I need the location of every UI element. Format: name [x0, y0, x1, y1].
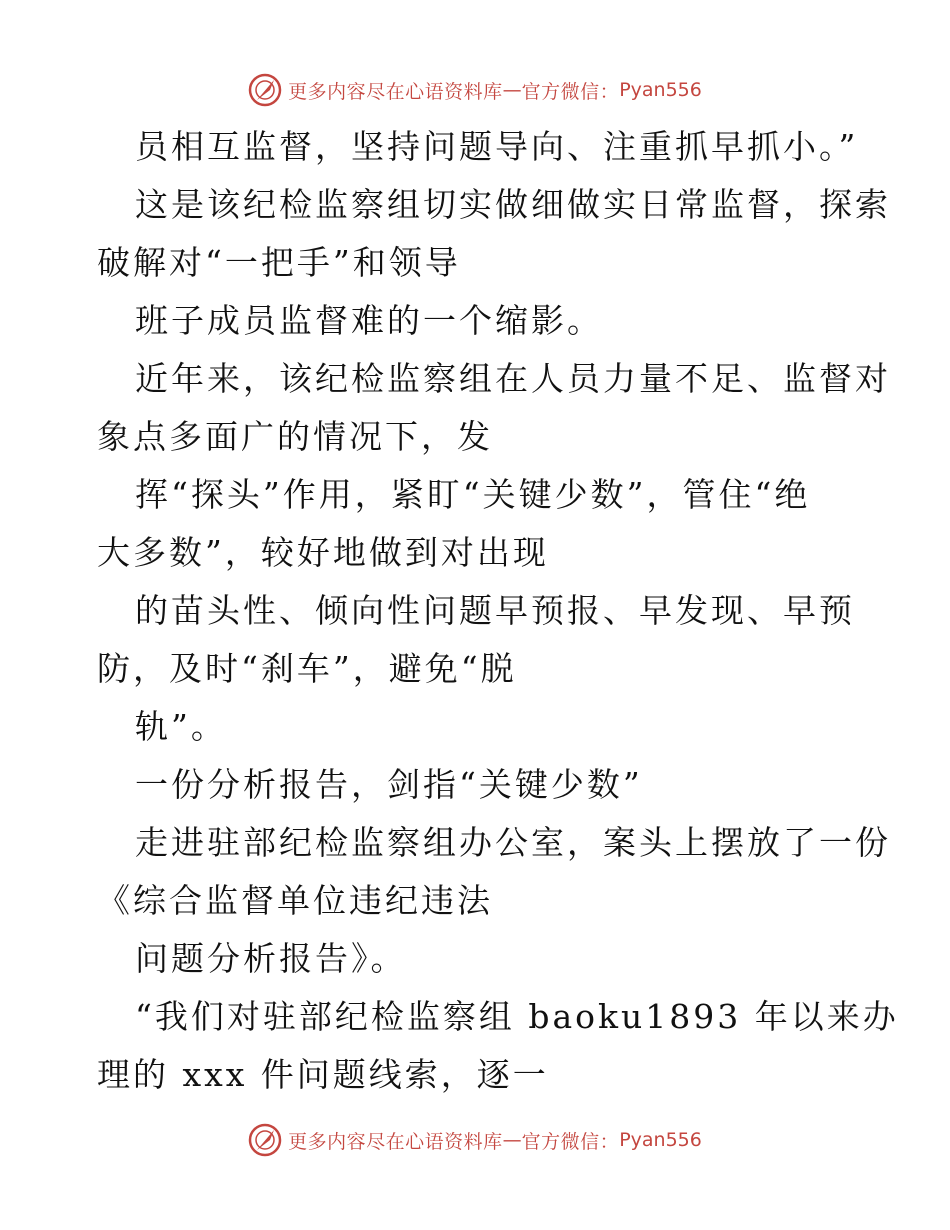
text-line: 挥“探头”作用，紧盯“关键少数”，管住“绝	[135, 475, 811, 514]
watermark-text: 更多内容尽在心语资料库	[288, 80, 503, 103]
text-line: “我们对驻部纪检监察组 baoku1893 年以来办	[135, 997, 899, 1036]
footer-watermark	[0, 1120, 950, 1160]
watermark-text: 更多内容尽在心语资料库	[288, 1130, 503, 1153]
text-line: 防，及时“刹车”，避免“脱	[97, 649, 517, 688]
document-body	[97, 118, 899, 1104]
section-heading: 一份分析报告，剑指“关键少数”	[135, 765, 643, 804]
text-line: 象点多面广的情况下，发	[97, 417, 493, 456]
text-line: 破解对“一把手”和领导	[97, 243, 461, 282]
text-line: 班子成员监督难的一个缩影。	[135, 301, 603, 340]
text-line: 《综合监督单位违纪违法	[97, 881, 493, 920]
text-line: 理的 xxx 件问题线索，逐一	[97, 1055, 549, 1094]
text-line: 轨”。	[135, 707, 227, 746]
quill-logo-icon	[248, 73, 282, 107]
text-line: 这是该纪检监察组切实做细做实日常监督，探索	[135, 185, 891, 224]
text-line: 大多数”，较好地做到对出现	[97, 533, 549, 572]
watermark-separator: —	[502, 79, 522, 101]
watermark-id: Pyan556	[619, 1129, 702, 1151]
text-line: 走进驻部纪检监察组办公室，案头上摆放了一份	[135, 823, 891, 862]
watermark-id: Pyan556	[619, 79, 702, 101]
text-line: 员相互监督，坚持问题导向、注重抓早抓小。”	[135, 127, 859, 166]
watermark-suffix: 官方微信：	[521, 1130, 620, 1153]
text-line: 的苗头性、倾向性问题早预报、早发现、早预	[135, 591, 855, 630]
header-watermark	[0, 70, 950, 110]
quill-logo-icon	[248, 1123, 282, 1157]
text-line: 问题分析报告》。	[135, 939, 407, 978]
watermark-separator: —	[502, 1129, 522, 1151]
watermark-suffix: 官方微信：	[521, 80, 620, 103]
text-line: 近年来，该纪检监察组在人员力量不足、监督对	[135, 359, 891, 398]
